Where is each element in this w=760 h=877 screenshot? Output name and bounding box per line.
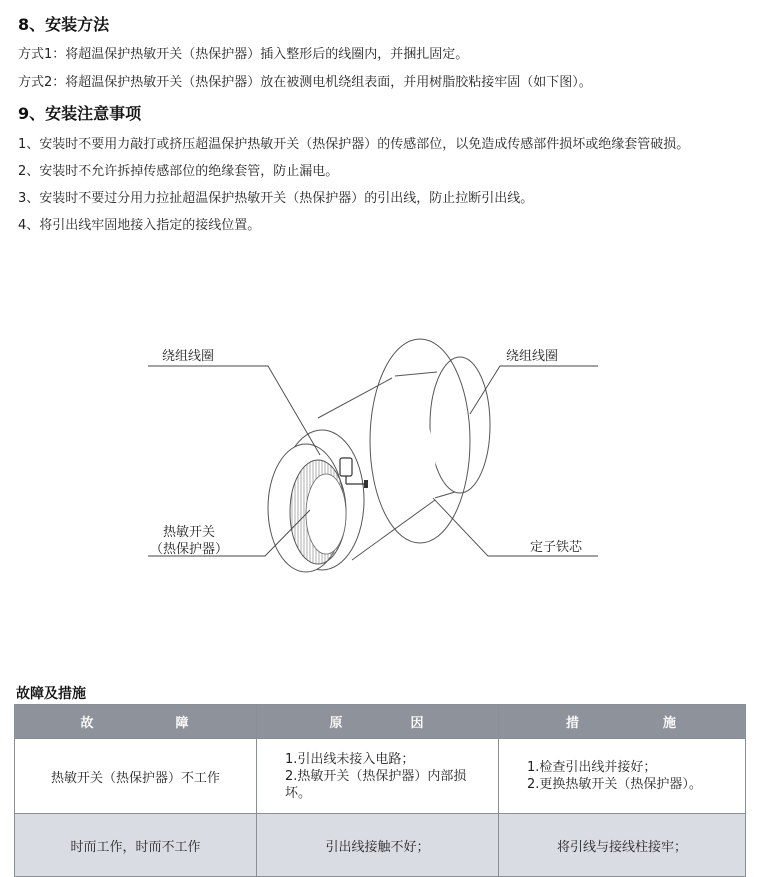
install-method-heading: 8、安装方法: [18, 15, 110, 34]
install-note-3: 3、安装时不要过分用力拉扯超温保护热敏开关（热保护器）的引出线，防止拉断引出线。: [18, 191, 534, 206]
measure-item: 2.更换热敏开关（热保护器）。: [527, 777, 702, 792]
fault-cell: 热敏开关（热保护器）不工作: [15, 739, 257, 814]
header-cause: [257, 705, 499, 739]
fault-cell: 时而工作，时而不工作: [15, 814, 257, 877]
cause-item: 1.引出线未接入电路；: [285, 751, 415, 767]
header-measure-char2: 施: [662, 716, 678, 731]
install-note-2: 2、安装时不允许拆掉传感部位的绝缘套管，防止漏电。: [18, 164, 339, 179]
label-thermal-switch-line2: （热保护器）: [150, 542, 229, 557]
label-winding-coil-right: 绕组线圈: [506, 349, 559, 364]
header-cause-char2: 因: [410, 716, 426, 731]
table-row: [15, 739, 746, 814]
fault-table: [14, 704, 746, 877]
label-winding-coil-left: 绕组线圈: [162, 349, 215, 364]
install-method-2: 方式2：将超温保护热敏开关（热保护器）放在被测电机绕组表面，并用树脂胶粘接牢固（如下图）。: [18, 75, 592, 90]
cause-item: 2.热敏开关（热保护器）内部损坏。: [285, 768, 467, 801]
install-note-1: 1、安装时不要用力敲打或挤压超温保护热敏开关（热保护器）的传感部位，以免造成传感部件损坏或绝缘套管破损。: [18, 137, 690, 152]
header-cause-char1: 原: [329, 716, 345, 731]
header-fault: [15, 705, 257, 739]
install-method-1: 方式1：将超温保护热敏开关（热保护器）插入整形后的线圈内，并捆扎固定。: [18, 47, 469, 62]
install-note-4: 4、将引出线牢固地接入指定的接线位置。: [18, 218, 261, 233]
label-thermal-switch: [150, 524, 228, 558]
install-notes-heading: 9、安装注意事项: [18, 104, 142, 123]
table-row: [15, 814, 746, 877]
front-winding-coil: [268, 430, 364, 572]
cause-cell: 引出线接触不好；: [257, 814, 499, 877]
label-stator-core: 定子铁芯: [530, 540, 583, 555]
cause-cell: [257, 739, 499, 814]
fault-table-header: [15, 705, 746, 739]
header-measure-char1: 措: [566, 716, 582, 731]
fault-table-title: 故障及措施: [16, 686, 86, 702]
header-measure: [499, 705, 746, 739]
header-fault-char2: 障: [175, 716, 191, 731]
header-fault-char1: 故: [80, 716, 96, 731]
measure-cell: [499, 739, 746, 814]
label-thermal-switch-line1: 热敏开关: [163, 525, 216, 540]
measure-cell: 将引线与接线柱接牢；: [499, 814, 746, 877]
measure-item: 1.检查引出线并接好；: [527, 760, 657, 775]
